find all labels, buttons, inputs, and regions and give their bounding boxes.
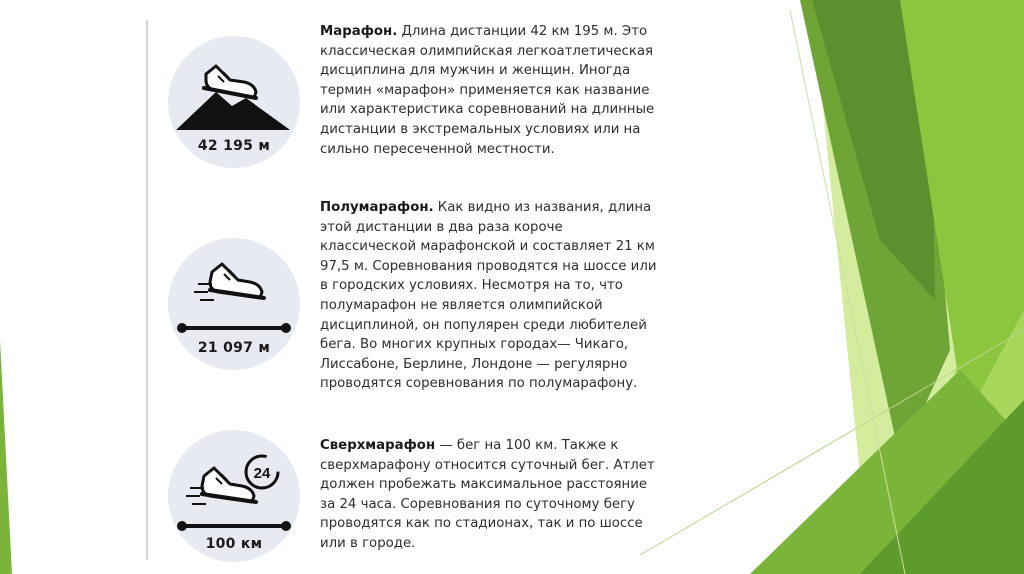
half-marathon-icon-circle — [168, 238, 300, 370]
ultramarathon-icon-circle — [168, 430, 300, 562]
left-green-shard — [0, 340, 12, 574]
badge-24: 24 — [253, 465, 271, 482]
section-body: — бег на 100 км. Также к сверхмарафону относится суточный бег. Атлет должен пробежать максимальное расстояние за 24 часа. Соревнования по суточному бегу проводятся как по стадионах, так и по шоссе или в городе. — [320, 438, 655, 551]
marathon-icon-circle — [168, 36, 300, 168]
marathon-description — [320, 22, 660, 159]
section-body: Длина дистанции 42 км 195 м. Это классическая олимпийская легкоатлетическая дисциплина для мужчин и женщин. Иногда термин «марафон» применяется как название или характеристика соревнований на длинные дистанции в экстремальных условиях или на сильно пересеченной местности. — [320, 24, 655, 157]
section-title: Полумарафон. — [320, 200, 434, 215]
half-marathon-description — [320, 198, 660, 394]
section-title: Сверхмарафон — [320, 438, 436, 453]
separator-line — [146, 20, 148, 560]
section-body: Как видно из названия, длина этой дистанции в два раза короче классической марафонской и составляет 21 км 97,5 м. Соревнования проводятся на шоссе или в городских условиях. Несмотря на то, что полумарафон не является олимпийской дисциплиной, он популярен среди любителей бега. Во многих крупных городах— Чикаго, Лиссабоне, Берлине, Лондоне — регулярно проводятся соревнования по полумарафону. — [320, 200, 657, 392]
section-title: Марафон. — [320, 24, 398, 39]
ultramarathon-description — [320, 436, 660, 554]
distance-label: 100 км — [205, 536, 263, 552]
distance-label: 21 097 м — [197, 340, 271, 356]
distance-label: 42 195 м — [197, 138, 271, 154]
